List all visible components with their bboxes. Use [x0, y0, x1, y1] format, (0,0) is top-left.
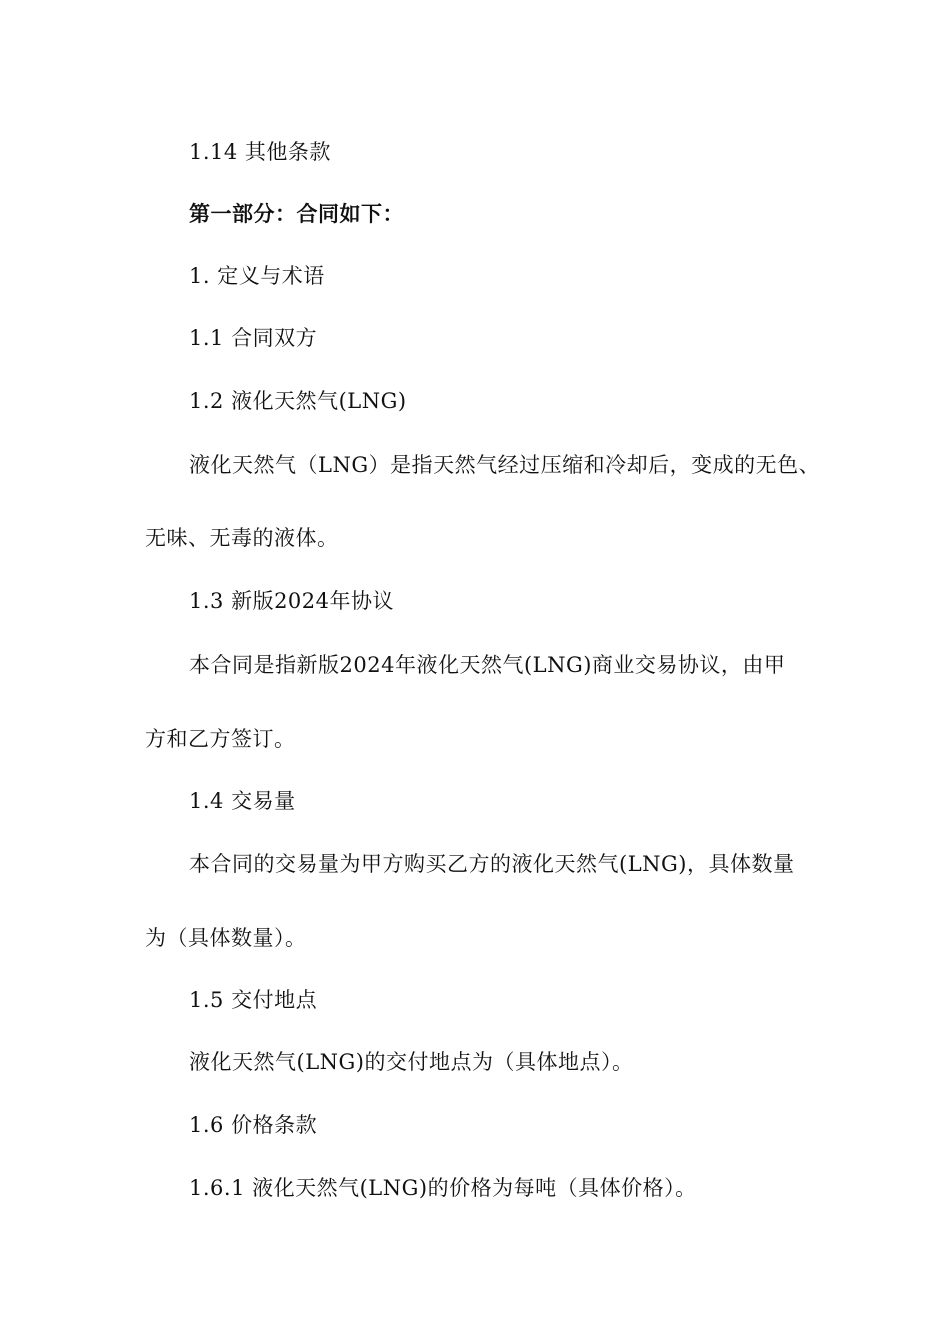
clause-1-4-body-line-2: 为（具体数量）。 [145, 926, 307, 950]
clause-1-4-body-line-1: 本合同的交易量为甲方购买乙方的液化天然气(LNG)，具体数量 [189, 852, 795, 876]
clause-1-3-body-line-2: 方和乙方签订。 [145, 727, 296, 751]
section-1-heading: 1. 定义与术语 [189, 264, 325, 288]
clause-1-2-heading: 1.2 液化天然气(LNG) [189, 389, 407, 413]
clause-1-4-heading: 1.4 交易量 [189, 789, 296, 813]
clause-1-2-body-line-1: 液化天然气（LNG）是指天然气经过压缩和冷却后，变成的无色、 [189, 453, 821, 477]
clause-1-2-body-line-2: 无味、无毒的液体。 [145, 526, 339, 550]
clause-1-3-body-line-1: 本合同是指新版2024年液化天然气(LNG)商业交易协议，由甲 [189, 653, 786, 677]
clause-1-6-1-body: 1.6.1 液化天然气(LNG)的价格为每吨（具体价格）。 [189, 1176, 697, 1200]
part-one-heading: 第一部分：合同如下： [189, 202, 404, 226]
clause-1-6-heading: 1.6 价格条款 [189, 1113, 318, 1137]
clause-1-5-body: 液化天然气(LNG)的交付地点为（具体地点）。 [189, 1050, 634, 1074]
clause-1-1-heading: 1.1 合同双方 [189, 326, 318, 350]
clause-1-14-heading: 1.14 其他条款 [189, 140, 331, 164]
clause-1-5-heading: 1.5 交付地点 [189, 988, 318, 1012]
clause-1-3-heading: 1.3 新版2024年协议 [189, 589, 395, 613]
